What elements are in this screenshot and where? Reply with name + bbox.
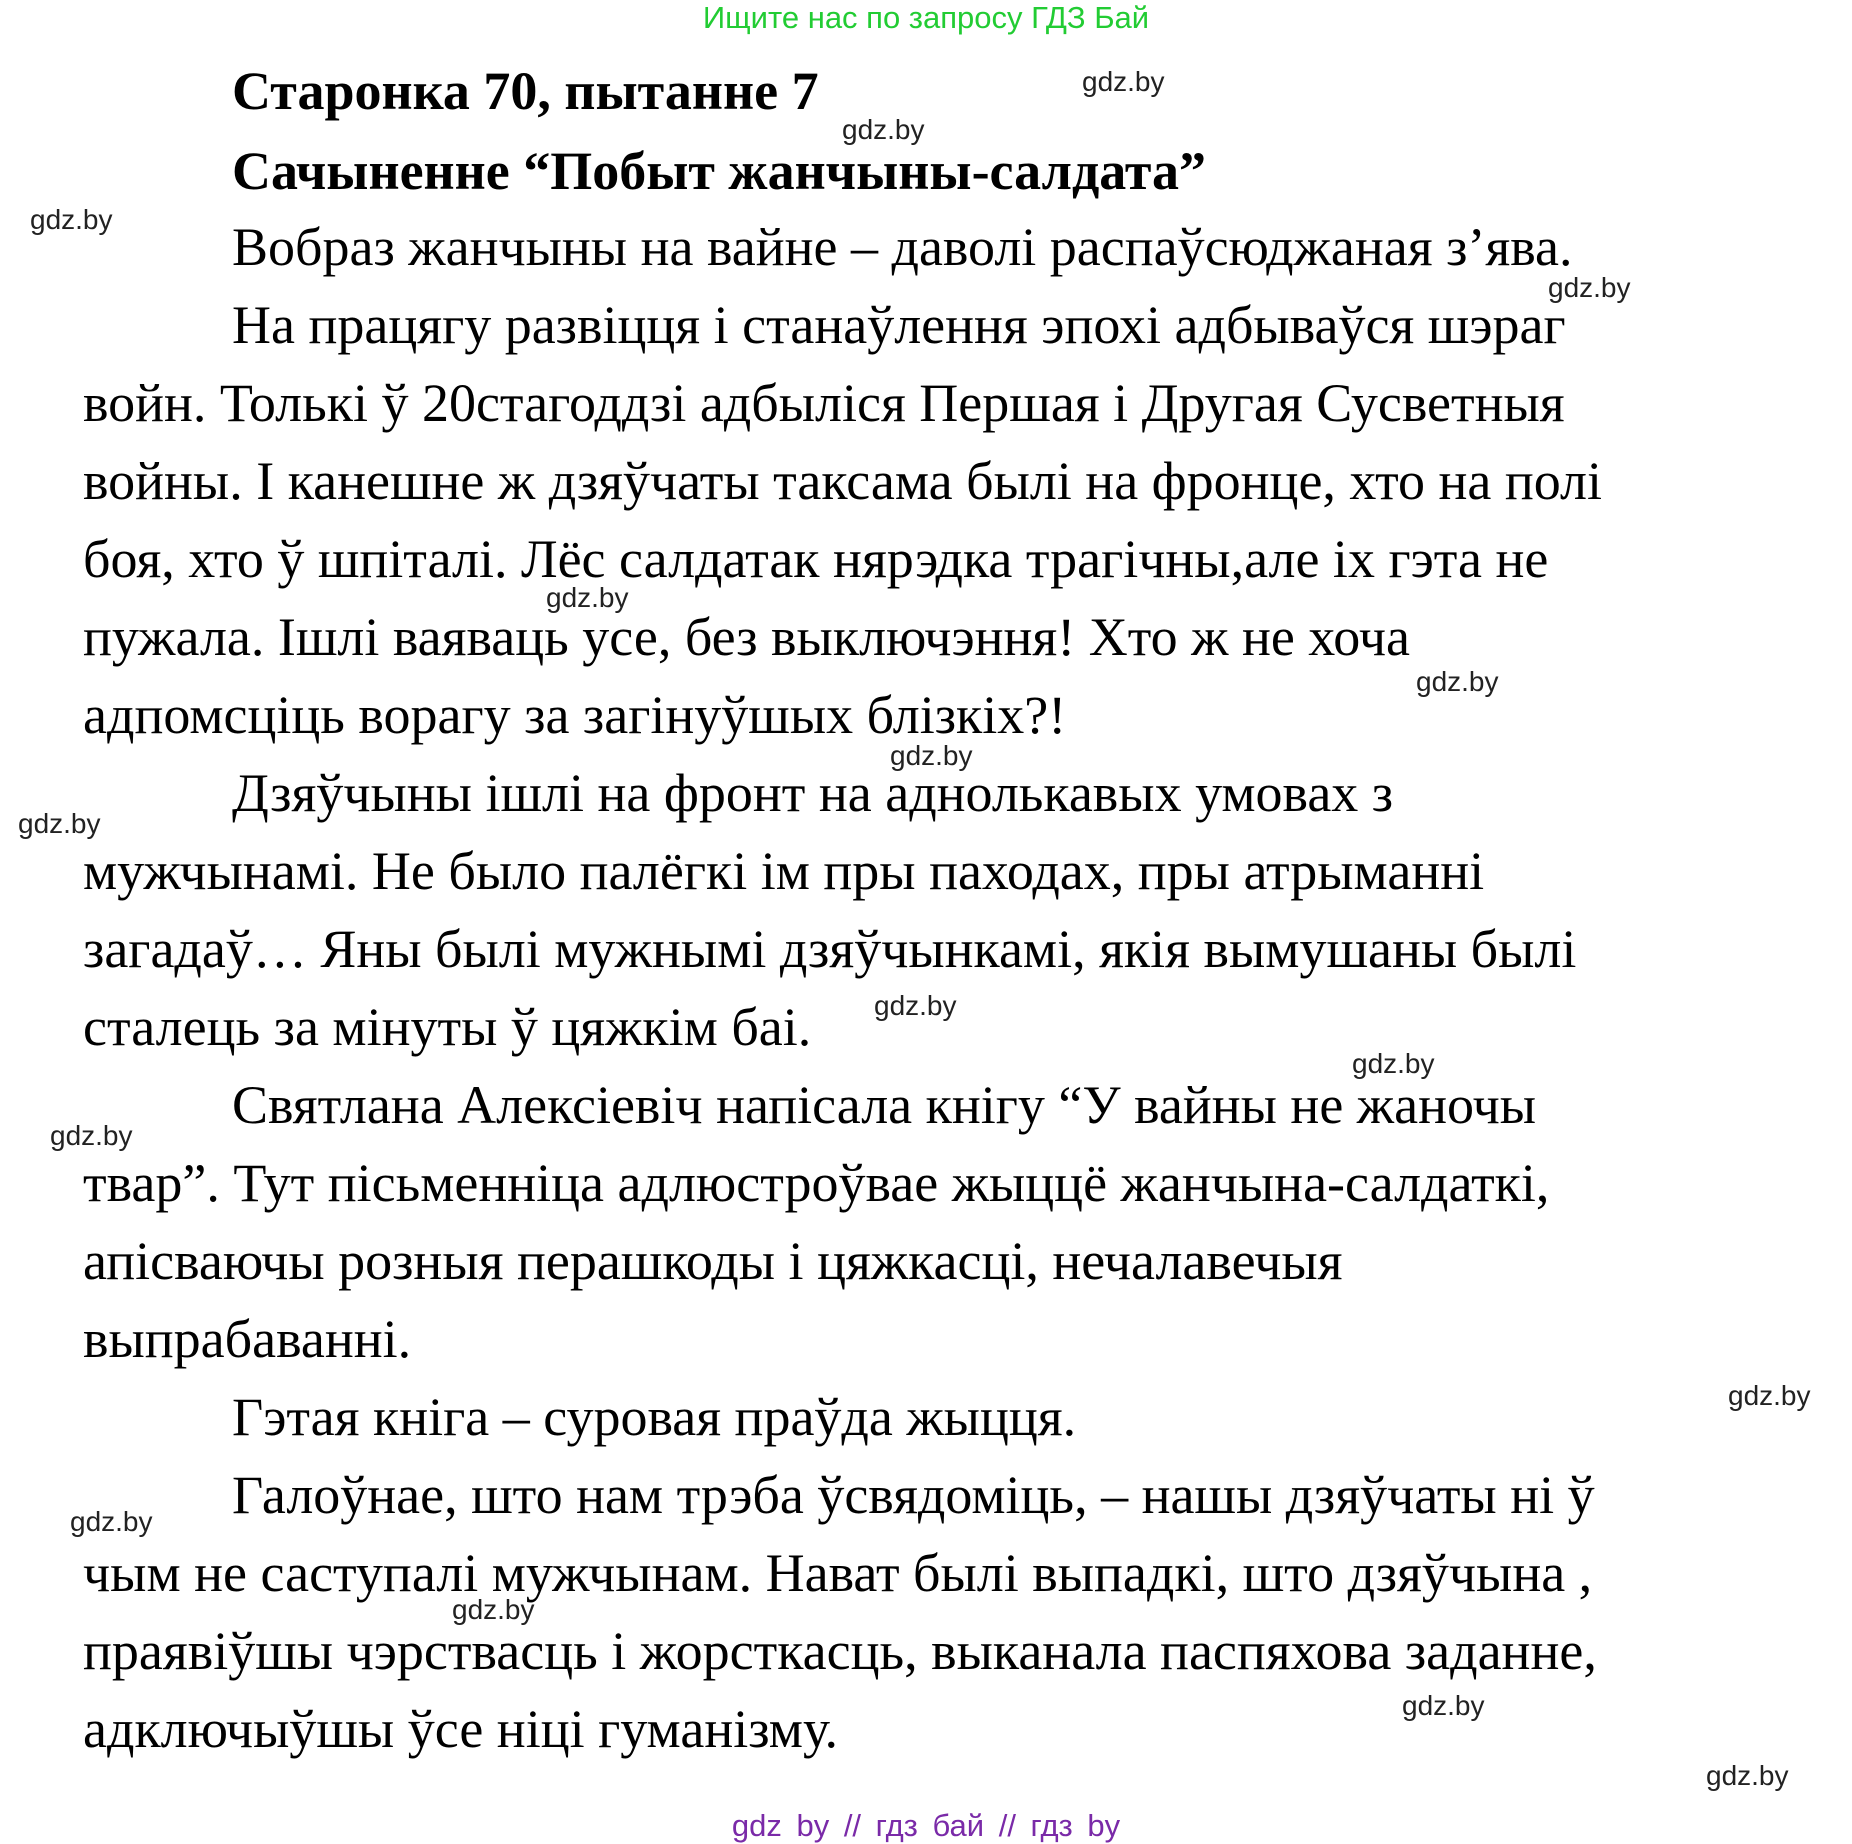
essay-line: пужала. Ішлі ваяваць усе, без выключэння! Хто ж не хоча — [83, 607, 1410, 667]
essay-line: На працягу развіцця і станаўлення эпохі адбываўся шэраг — [232, 295, 1566, 355]
essay-line: войны. І канешне ж дзяўчаты таксама былі на фронце, хто на полі — [83, 451, 1602, 511]
watermark: gdz.by — [874, 990, 957, 1021]
essay-line: Галоўнае, што нам трэба ўсвядоміць, – нашы дзяўчаты ні ў — [232, 1465, 1595, 1525]
essay-line: праявіўшы чэрствасць і жорсткасць, выканала паспяхова заданне, — [83, 1621, 1597, 1681]
essay-line: чым не саступалі мужчынам. Нават былі выпадкі, што дзяўчына , — [83, 1543, 1593, 1603]
watermark: gdz.by — [18, 808, 101, 839]
essay-line: войн. Толькі ў 20стагоддзі адбыліся Першая і Другая Сусветныя — [83, 373, 1565, 433]
search-banner: Ищите нас по запросу ГДЗ Бай — [702, 0, 1150, 35]
watermark: gdz.by — [70, 1506, 153, 1537]
essay-line: мужчынамі. Не было палёгкі ім пры паходах, пры атрыманні — [83, 841, 1485, 901]
footer-links: gdz by // гдз бай // гдз by — [731, 1808, 1121, 1843]
watermark: gdz.by — [1402, 1690, 1485, 1721]
essay-line: адключыўшы ўсе ніці гуманізму. — [83, 1699, 839, 1759]
essay-line: адпомсціць ворагу за загінуўшых блізкіх?! — [83, 685, 1067, 745]
watermark: gdz.by — [546, 582, 629, 613]
watermark: gdz.by — [1548, 272, 1631, 303]
watermark: gdz.by — [890, 740, 973, 771]
watermark: gdz.by — [50, 1120, 133, 1151]
essay-line: Святлана Алексіевіч напісала кнігу “У вайны не жаночы — [232, 1075, 1537, 1135]
watermark: gdz.by — [452, 1594, 535, 1625]
watermark: gdz.by — [30, 204, 113, 235]
watermark: gdz.by — [842, 114, 925, 145]
essay-line: сталець за мінуты ў цяжкім баі. — [83, 997, 812, 1057]
essay-line: выпрабаванні. — [83, 1309, 412, 1369]
essay-line: Вобраз жанчыны на вайне – даволі распаўсюджаная з’ява. — [232, 217, 1573, 277]
essay-line: твар”. Тут пісьменніца адлюстроўвае жыццё жанчына-салдаткі, — [83, 1153, 1550, 1213]
watermark: gdz.by — [1416, 666, 1499, 697]
essay-line: Гэтая кніга – суровая праўда жыцця. — [232, 1387, 1077, 1447]
watermark: gdz.by — [1352, 1048, 1435, 1079]
essay-line: апісваючы розныя перашкоды і цяжкасці, нечалавечыя — [83, 1231, 1343, 1291]
essay-title: Сачыненне “Побыт жанчыны-салдата” — [232, 141, 1207, 201]
watermark: gdz.by — [1082, 66, 1165, 97]
watermark: gdz.by — [1706, 1760, 1789, 1791]
page-question-heading: Старонка 70, пытанне 7 — [232, 61, 819, 121]
watermark: gdz.by — [1728, 1380, 1811, 1411]
essay-line: загадаў… Яны былі мужнымі дзяўчынкамі, якія вымушаны былі — [83, 919, 1577, 979]
essay-line: Дзяўчыны ішлі на фронт на аднолькавых умовах з — [232, 763, 1394, 823]
essay-line: боя, хто ў шпіталі. Лёс салдатак нярэдка трагічны,але іх гэта не — [83, 529, 1549, 589]
